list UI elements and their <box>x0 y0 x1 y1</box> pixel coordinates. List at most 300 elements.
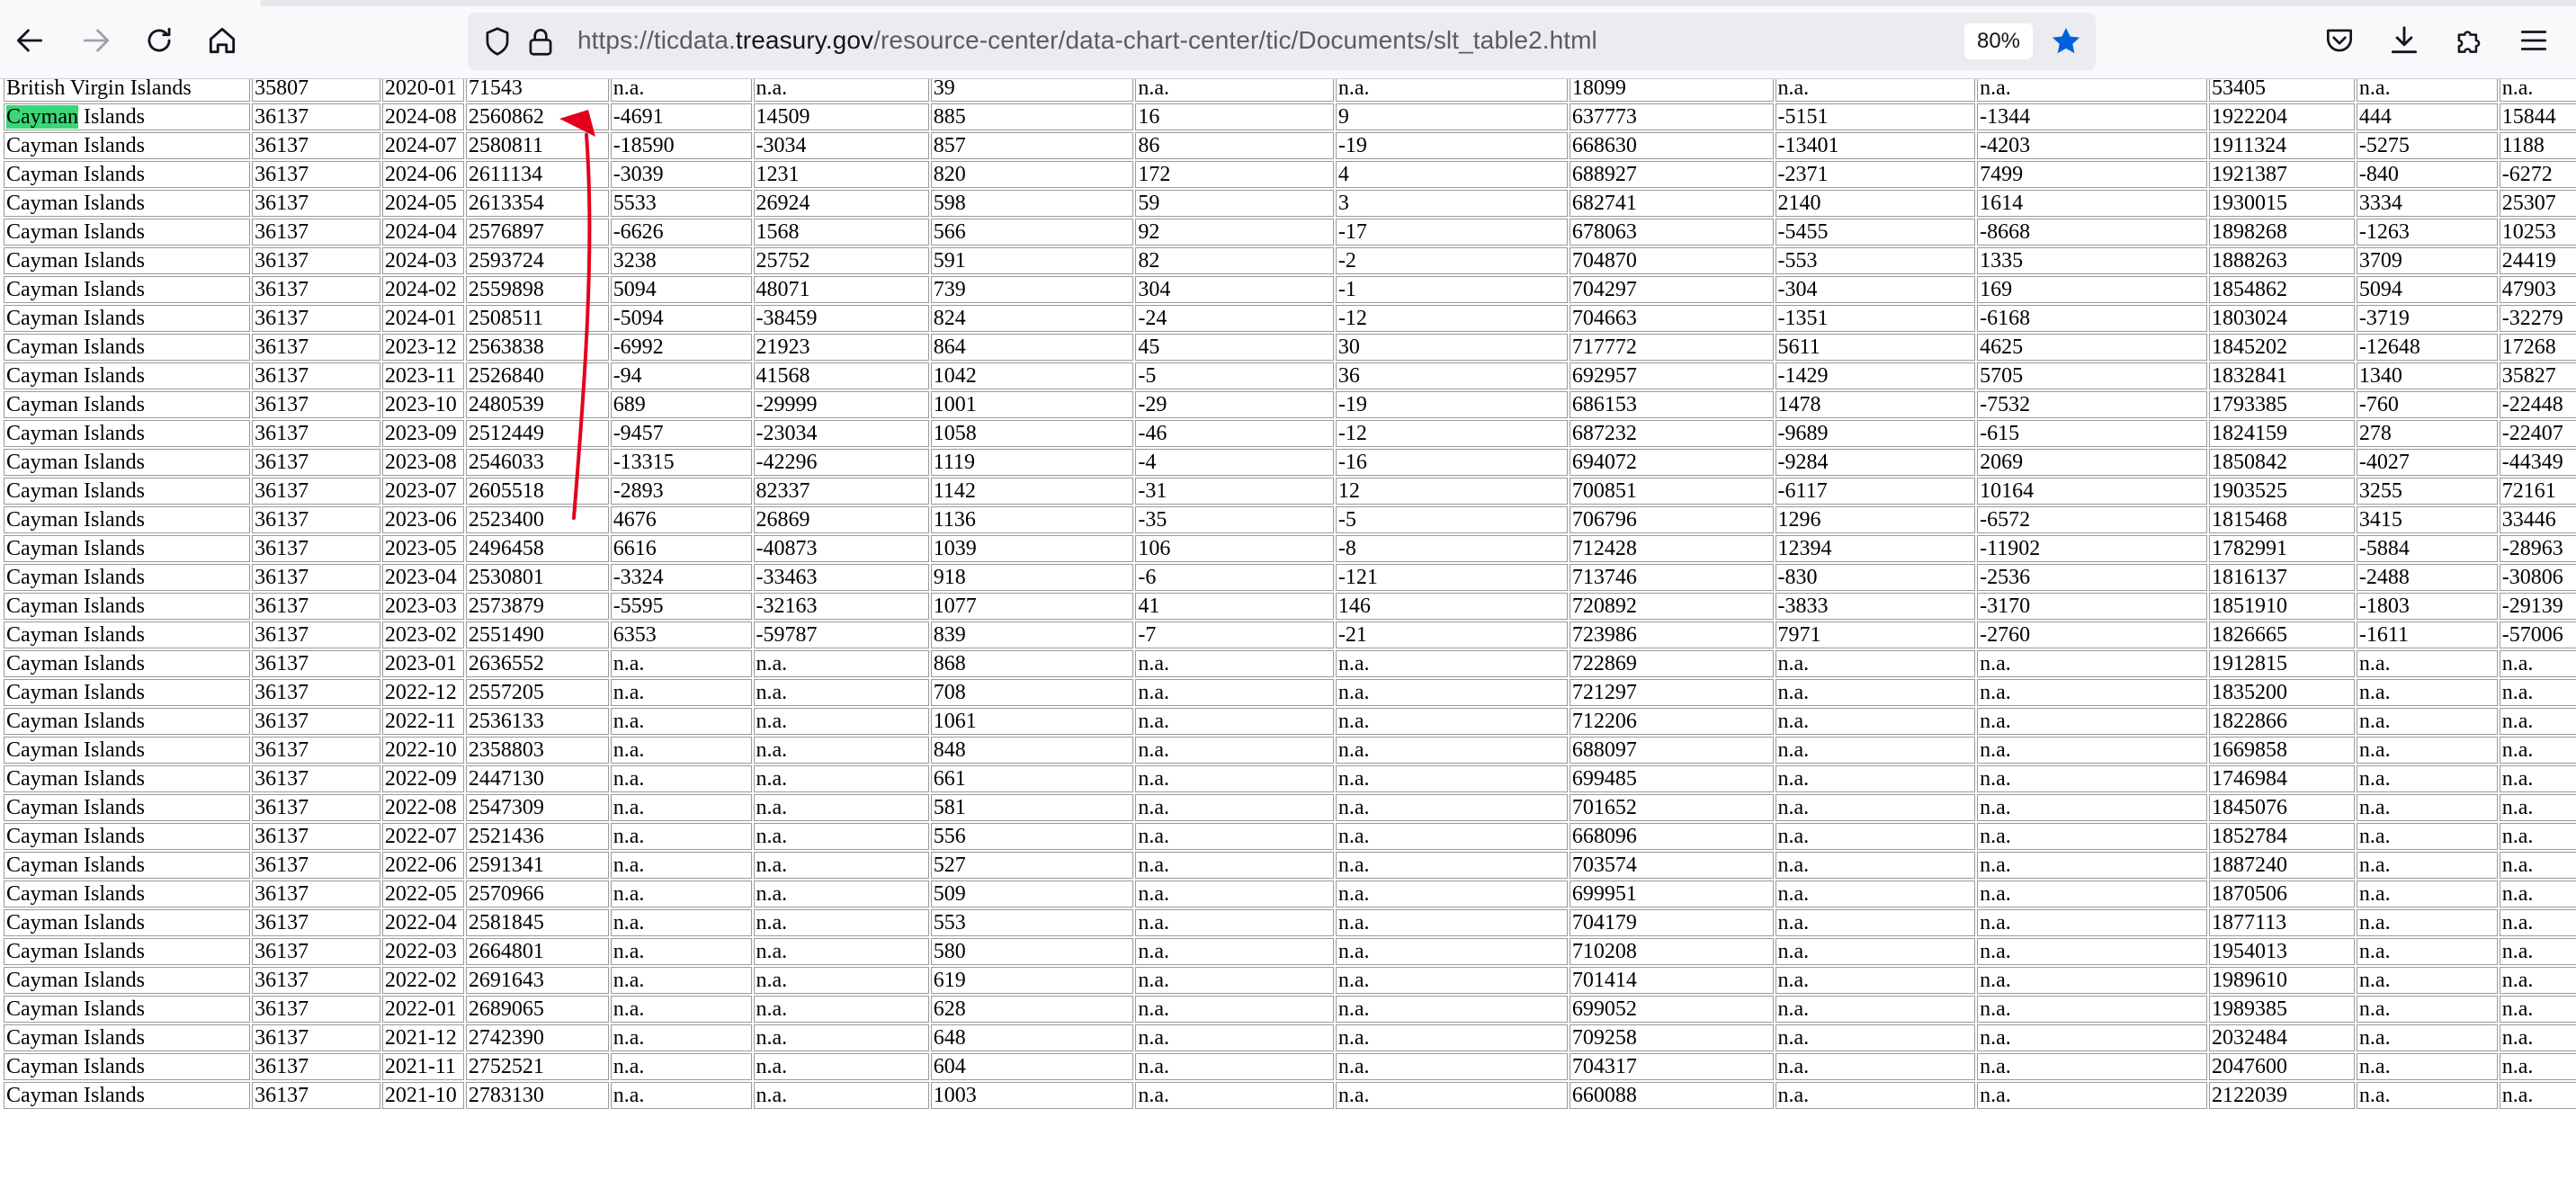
value-cell: n.a. <box>1775 823 1976 850</box>
value-cell: 1845076 <box>2209 794 2355 821</box>
value-cell: 2689065 <box>466 996 609 1023</box>
country-cell: Cayman Islands <box>4 219 250 246</box>
value-cell: 2512449 <box>466 420 609 447</box>
value-cell: 2530801 <box>466 564 609 591</box>
country-cell: Cayman Islands <box>4 391 250 418</box>
value-cell: n.a. <box>2500 1053 2576 1080</box>
value-cell: -21 <box>1336 621 1568 648</box>
value-cell: n.a. <box>611 765 752 792</box>
value-cell: 722869 <box>1570 650 1774 677</box>
value-cell: 2691643 <box>466 967 609 994</box>
value-cell: 581 <box>931 794 1134 821</box>
value-cell: 25752 <box>754 247 929 274</box>
value-cell: -553 <box>1775 247 1976 274</box>
value-cell: -12648 <box>2357 334 2498 361</box>
value-cell: 1888263 <box>2209 247 2355 274</box>
value-cell: 688927 <box>1570 161 1774 188</box>
value-cell: 1832841 <box>2209 362 2355 389</box>
value-cell: -44349 <box>2500 449 2576 476</box>
value-cell: 1954013 <box>2209 938 2355 965</box>
extensions-button[interactable] <box>2446 18 2491 63</box>
value-cell: -7532 <box>1977 391 2207 418</box>
value-cell: n.a. <box>1336 852 1568 879</box>
value-cell: -5595 <box>611 593 752 620</box>
value-cell: n.a. <box>1775 650 1976 677</box>
value-cell: 36137 <box>252 765 380 792</box>
value-cell: -29139 <box>2500 593 2576 620</box>
value-cell: -32279 <box>2500 305 2576 332</box>
value-cell: 92 <box>1135 219 1334 246</box>
value-cell: n.a. <box>1977 996 2207 1023</box>
value-cell: 1816137 <box>2209 564 2355 591</box>
value-cell: 509 <box>931 881 1134 907</box>
value-cell: n.a. <box>611 1024 752 1051</box>
value-cell: n.a. <box>2357 79 2498 102</box>
value-cell: -6272 <box>2500 161 2576 188</box>
value-cell: n.a. <box>611 823 752 850</box>
address-bar[interactable] <box>468 13 2096 70</box>
value-cell: -2893 <box>611 478 752 505</box>
table-row <box>4 305 2576 332</box>
table-row <box>4 391 2576 418</box>
value-cell: n.a. <box>1977 938 2207 965</box>
table-row <box>4 1053 2576 1080</box>
value-cell: 687232 <box>1570 420 1774 447</box>
value-cell: n.a. <box>1336 79 1568 102</box>
value-cell: 36137 <box>252 650 380 677</box>
value-cell: 36137 <box>252 593 380 620</box>
value-cell: n.a. <box>1135 967 1334 994</box>
value-cell: 527 <box>931 852 1134 879</box>
value-cell: 36137 <box>252 334 380 361</box>
country-cell: Cayman Islands <box>4 593 250 620</box>
value-cell: n.a. <box>754 765 929 792</box>
value-cell: n.a. <box>2357 996 2498 1023</box>
value-cell: n.a. <box>2500 967 2576 994</box>
value-cell: 703574 <box>1570 852 1774 879</box>
value-cell: 699485 <box>1570 765 1774 792</box>
value-cell: 25307 <box>2500 190 2576 217</box>
value-cell: 2573879 <box>466 593 609 620</box>
value-cell: 2576897 <box>466 219 609 246</box>
value-cell: 36137 <box>252 996 380 1023</box>
value-cell: -5 <box>1336 506 1568 533</box>
value-cell: n.a. <box>2357 708 2498 735</box>
data-table <box>2 79 2576 1111</box>
value-cell: -4203 <box>1977 132 2207 159</box>
value-cell: 18099 <box>1570 79 1774 102</box>
value-cell: 1912815 <box>2209 650 2355 677</box>
value-cell: 1746984 <box>2209 765 2355 792</box>
value-cell: 5533 <box>611 190 752 217</box>
table-row <box>4 996 2576 1023</box>
value-cell: 2023-10 <box>382 391 464 418</box>
value-cell: 2022-01 <box>382 996 464 1023</box>
value-cell: -5 <box>1135 362 1334 389</box>
value-cell: 172 <box>1135 161 1334 188</box>
value-cell: 36137 <box>252 103 380 130</box>
value-cell: -6168 <box>1977 305 2207 332</box>
value-cell: -6117 <box>1775 478 1976 505</box>
country-cell: Cayman Islands <box>4 564 250 591</box>
back-button[interactable] <box>7 18 52 63</box>
value-cell: 278 <box>2357 420 2498 447</box>
value-cell: 1296 <box>1775 506 1976 533</box>
value-cell: 1877113 <box>2209 909 2355 936</box>
value-cell: n.a. <box>754 679 929 706</box>
value-cell: 720892 <box>1570 593 1774 620</box>
country-cell: Cayman Islands <box>4 938 250 965</box>
value-cell: n.a. <box>2357 679 2498 706</box>
value-cell: n.a. <box>754 909 929 936</box>
value-cell: 2560862 <box>466 103 609 130</box>
value-cell: n.a. <box>611 1053 752 1080</box>
table-row <box>4 852 2576 879</box>
value-cell: 704663 <box>1570 305 1774 332</box>
value-cell: -59787 <box>754 621 929 648</box>
value-cell: 2536133 <box>466 708 609 735</box>
value-cell: 2022-10 <box>382 737 464 764</box>
value-cell: n.a. <box>754 1082 929 1109</box>
value-cell: 1003 <box>931 1082 1134 1109</box>
value-cell: 1989610 <box>2209 967 2355 994</box>
bookmark-star-icon[interactable] <box>2049 24 2083 58</box>
value-cell: n.a. <box>611 938 752 965</box>
value-cell: -1803 <box>2357 593 2498 620</box>
table-row <box>4 938 2576 965</box>
value-cell: -8668 <box>1977 219 2207 246</box>
value-cell: 1001 <box>931 391 1134 418</box>
value-cell: 2022-06 <box>382 852 464 879</box>
value-cell: 72161 <box>2500 478 2576 505</box>
value-cell: 1826665 <box>2209 621 2355 648</box>
value-cell: n.a. <box>1977 794 2207 821</box>
value-cell: 2022-07 <box>382 823 464 850</box>
value-cell: 45 <box>1135 334 1334 361</box>
value-cell: 699052 <box>1570 996 1774 1023</box>
value-cell: n.a. <box>1135 737 1334 764</box>
value-cell: -615 <box>1977 420 2207 447</box>
value-cell: n.a. <box>1336 1082 1568 1109</box>
value-cell: -24 <box>1135 305 1334 332</box>
url-text[interactable]: https://ticdata.treasury.gov/resource-center/data-chart-center/tic/Documents/slt_table2.html <box>577 26 1597 54</box>
reload-button[interactable] <box>137 18 182 63</box>
home-button[interactable] <box>200 18 245 63</box>
arrow-right-icon <box>79 23 113 58</box>
app-menu-button[interactable] <box>2511 18 2556 63</box>
value-cell: n.a. <box>1336 996 1568 1023</box>
value-cell: n.a. <box>1775 79 1976 102</box>
country-cell: Cayman Islands <box>4 909 250 936</box>
value-cell: -9457 <box>611 420 752 447</box>
value-cell: 36137 <box>252 362 380 389</box>
value-cell: -2488 <box>2357 564 2498 591</box>
value-cell: 699951 <box>1570 881 1774 907</box>
value-cell: 2613354 <box>466 190 609 217</box>
value-cell: 591 <box>931 247 1134 274</box>
country-cell: Cayman Islands <box>4 765 250 792</box>
value-cell: 704317 <box>1570 1053 1774 1080</box>
value-cell: 36 <box>1336 362 1568 389</box>
value-cell: 3 <box>1336 190 1568 217</box>
value-cell: 304 <box>1135 276 1334 303</box>
value-cell: 2022-04 <box>382 909 464 936</box>
downloads-button[interactable] <box>2382 18 2427 63</box>
value-cell: -9689 <box>1775 420 1976 447</box>
value-cell: 580 <box>931 938 1134 965</box>
value-cell: n.a. <box>1775 881 1976 907</box>
country-cell: Cayman Islands <box>4 276 250 303</box>
value-cell: n.a. <box>1977 1082 2207 1109</box>
value-cell: -29 <box>1135 391 1334 418</box>
value-cell: -5151 <box>1775 103 1976 130</box>
value-cell: 713746 <box>1570 564 1774 591</box>
value-cell: 704297 <box>1570 276 1774 303</box>
value-cell: 14509 <box>754 103 929 130</box>
value-cell: n.a. <box>2357 881 2498 907</box>
value-cell: -28963 <box>2500 535 2576 562</box>
value-cell: 36137 <box>252 161 380 188</box>
value-cell: n.a. <box>1775 938 1976 965</box>
value-cell: -29999 <box>754 391 929 418</box>
value-cell: n.a. <box>1336 881 1568 907</box>
value-cell: 2508511 <box>466 305 609 332</box>
value-cell: n.a. <box>1336 1053 1568 1080</box>
value-cell: 2122039 <box>2209 1082 2355 1109</box>
value-cell: -1611 <box>2357 621 2498 648</box>
value-cell: 688097 <box>1570 737 1774 764</box>
value-cell: 36137 <box>252 305 380 332</box>
value-cell: 36137 <box>252 132 380 159</box>
shield-icon[interactable] <box>480 24 514 58</box>
country-cell: Cayman Islands <box>4 190 250 217</box>
value-cell: 21923 <box>754 334 929 361</box>
value-cell: -57006 <box>2500 621 2576 648</box>
value-cell: 598 <box>931 190 1134 217</box>
value-cell: n.a. <box>1775 1082 1976 1109</box>
value-cell: n.a. <box>1135 1082 1334 1109</box>
value-cell: n.a. <box>611 679 752 706</box>
value-cell: 2024-06 <box>382 161 464 188</box>
value-cell: 1898268 <box>2209 219 2355 246</box>
value-cell: 708 <box>931 679 1134 706</box>
value-cell: 2069 <box>1977 449 2207 476</box>
value-cell: -22407 <box>2500 420 2576 447</box>
value-cell: 1921387 <box>2209 161 2355 188</box>
value-cell: -2371 <box>1775 161 1976 188</box>
value-cell: -12 <box>1336 420 1568 447</box>
value-cell: 36137 <box>252 737 380 764</box>
value-cell: n.a. <box>611 1082 752 1109</box>
value-cell: -31 <box>1135 478 1334 505</box>
value-cell: 668630 <box>1570 132 1774 159</box>
value-cell: n.a. <box>1135 1053 1334 1080</box>
value-cell: n.a. <box>1135 823 1334 850</box>
value-cell: 2023-09 <box>382 420 464 447</box>
value-cell: 2021-11 <box>382 1053 464 1080</box>
value-cell: n.a. <box>2500 823 2576 850</box>
table-row <box>4 967 2576 994</box>
country-cell: Cayman Islands <box>4 996 250 1023</box>
forward-button[interactable] <box>74 18 119 63</box>
value-cell: n.a. <box>1336 909 1568 936</box>
value-cell: n.a. <box>2500 909 2576 936</box>
value-cell: 1850842 <box>2209 449 2355 476</box>
value-cell: 2022-08 <box>382 794 464 821</box>
value-cell: 2447130 <box>466 765 609 792</box>
value-cell: 2581845 <box>466 909 609 936</box>
value-cell: 36137 <box>252 881 380 907</box>
value-cell: n.a. <box>1135 679 1334 706</box>
value-cell: n.a. <box>1977 650 2207 677</box>
value-cell: -6992 <box>611 334 752 361</box>
country-cell: Cayman Islands <box>4 852 250 879</box>
value-cell: 2032484 <box>2209 1024 2355 1051</box>
value-cell: -17 <box>1336 219 1568 246</box>
value-cell: -304 <box>1775 276 1976 303</box>
value-cell: 3415 <box>2357 506 2498 533</box>
value-cell: 6353 <box>611 621 752 648</box>
value-cell: 704870 <box>1570 247 1774 274</box>
table-row <box>4 881 2576 907</box>
country-cell: Cayman Islands <box>4 362 250 389</box>
value-cell: 1989385 <box>2209 996 2355 1023</box>
value-cell: -121 <box>1336 564 1568 591</box>
value-cell: n.a. <box>1977 881 2207 907</box>
value-cell: 10164 <box>1977 478 2207 505</box>
value-cell: 701652 <box>1570 794 1774 821</box>
value-cell: 36137 <box>252 1024 380 1051</box>
country-cell: Cayman Islands <box>4 132 250 159</box>
value-cell: 6616 <box>611 535 752 562</box>
value-cell: 1142 <box>931 478 1134 505</box>
country-cell: British Virgin Islands <box>4 79 250 102</box>
value-cell: -19 <box>1336 132 1568 159</box>
table-row <box>4 621 2576 648</box>
value-cell: 694072 <box>1570 449 1774 476</box>
value-cell: 2022-12 <box>382 679 464 706</box>
value-cell: -13401 <box>1775 132 1976 159</box>
value-cell: 700851 <box>1570 478 1774 505</box>
value-cell: n.a. <box>754 938 929 965</box>
value-cell: n.a. <box>1977 967 2207 994</box>
value-cell: -4027 <box>2357 449 2498 476</box>
value-cell: 1058 <box>931 420 1134 447</box>
value-cell: -4 <box>1135 449 1334 476</box>
value-cell: 2023-02 <box>382 621 464 648</box>
value-cell: 2024-05 <box>382 190 464 217</box>
value-cell: 2593724 <box>466 247 609 274</box>
value-cell: 3255 <box>2357 478 2498 505</box>
value-cell: 1803024 <box>2209 305 2355 332</box>
value-cell: 1335 <box>1977 247 2207 274</box>
value-cell: 4676 <box>611 506 752 533</box>
value-cell: 2024-04 <box>382 219 464 246</box>
value-cell: 2358803 <box>466 737 609 764</box>
value-cell: n.a. <box>1977 708 2207 735</box>
value-cell: 2570966 <box>466 881 609 907</box>
value-cell: 717772 <box>1570 334 1774 361</box>
country-cell: Cayman Islands <box>4 1082 250 1109</box>
value-cell: -1429 <box>1775 362 1976 389</box>
value-cell: 692957 <box>1570 362 1774 389</box>
value-cell: -40873 <box>754 535 929 562</box>
value-cell: -13315 <box>611 449 752 476</box>
lock-icon[interactable] <box>523 24 558 58</box>
value-cell: 2024-02 <box>382 276 464 303</box>
value-cell: 2023-03 <box>382 593 464 620</box>
pocket-button[interactable] <box>2317 18 2362 63</box>
value-cell: n.a. <box>1977 679 2207 706</box>
value-cell: n.a. <box>1336 737 1568 764</box>
table-row <box>4 190 2576 217</box>
table-row <box>4 650 2576 677</box>
value-cell: -5455 <box>1775 219 1976 246</box>
value-cell: 39 <box>931 79 1134 102</box>
table-row <box>4 737 2576 764</box>
home-icon <box>205 23 239 58</box>
value-cell: n.a. <box>2357 765 2498 792</box>
value-cell: n.a. <box>2500 650 2576 677</box>
value-cell: 12 <box>1336 478 1568 505</box>
browser-toolbar <box>0 0 2576 79</box>
country-cell <box>4 103 250 130</box>
value-cell: 701414 <box>1570 967 1774 994</box>
value-cell: -94 <box>611 362 752 389</box>
value-cell: n.a. <box>2357 938 2498 965</box>
download-icon <box>2387 23 2421 58</box>
value-cell: n.a. <box>1135 938 1334 965</box>
value-cell: 682741 <box>1570 190 1774 217</box>
value-cell: n.a. <box>1336 708 1568 735</box>
value-cell: 36137 <box>252 190 380 217</box>
country-cell: Cayman Islands <box>4 737 250 764</box>
value-cell: -5275 <box>2357 132 2498 159</box>
value-cell: 16 <box>1135 103 1334 130</box>
value-cell: n.a. <box>1775 1053 1976 1080</box>
value-cell: 1614 <box>1977 190 2207 217</box>
value-cell: 2636552 <box>466 650 609 677</box>
value-cell: 2526840 <box>466 362 609 389</box>
value-cell: n.a. <box>1775 737 1976 764</box>
table-row <box>4 823 2576 850</box>
table-row <box>4 535 2576 562</box>
value-cell: 36137 <box>252 564 380 591</box>
value-cell: 1845202 <box>2209 334 2355 361</box>
value-cell: 668096 <box>1570 823 1774 850</box>
value-cell: -30806 <box>2500 564 2576 591</box>
value-cell: 36137 <box>252 823 380 850</box>
value-cell: n.a. <box>1775 679 1976 706</box>
table-row <box>4 161 2576 188</box>
value-cell: 9 <box>1336 103 1568 130</box>
table-row <box>4 420 2576 447</box>
value-cell: -38459 <box>754 305 929 332</box>
value-cell: n.a. <box>1977 1024 2207 1051</box>
value-cell: 2022-11 <box>382 708 464 735</box>
country-cell: Cayman Islands <box>4 823 250 850</box>
value-cell: 12394 <box>1775 535 1976 562</box>
zoom-level-button[interactable]: 80% <box>1964 23 2033 59</box>
value-cell: 4 <box>1336 161 1568 188</box>
find-highlight: Cayman <box>6 105 78 129</box>
value-cell: 36137 <box>252 621 380 648</box>
value-cell: 41568 <box>754 362 929 389</box>
country-cell: Cayman Islands <box>4 161 250 188</box>
value-cell: 2023-01 <box>382 650 464 677</box>
value-cell: 704179 <box>1570 909 1774 936</box>
value-cell: 868 <box>931 650 1134 677</box>
